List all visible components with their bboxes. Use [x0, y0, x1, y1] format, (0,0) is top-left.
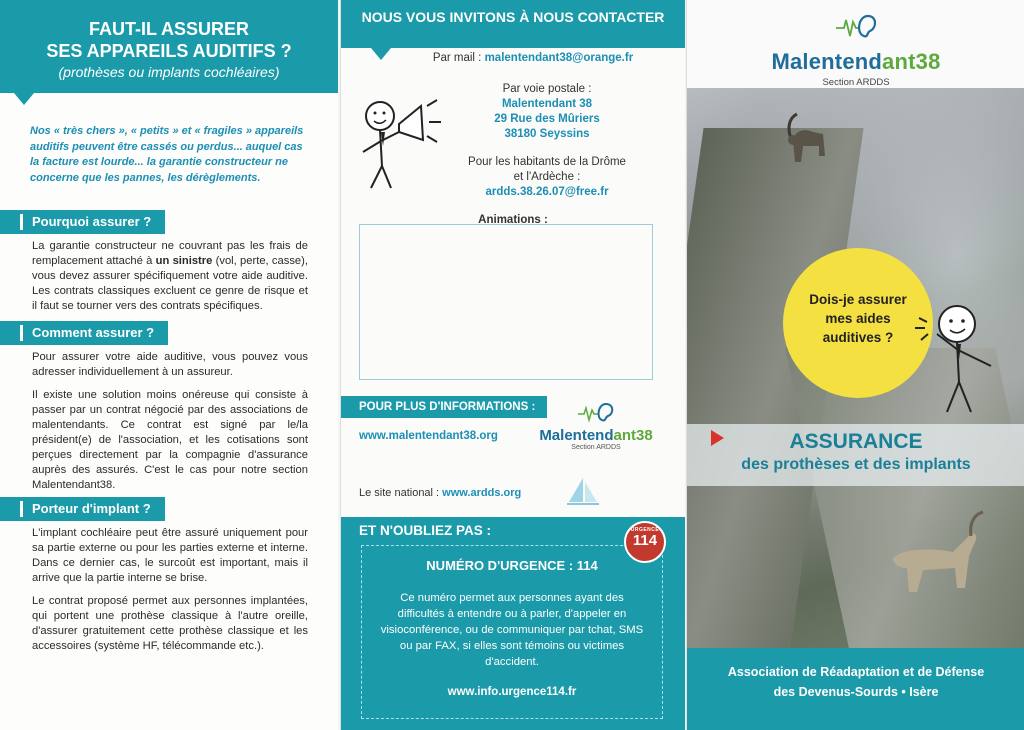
title-band [687, 424, 1024, 486]
cartoon-man-icon [911, 288, 1011, 418]
contact-header: NOUS VOUS INVITONS À NOUS CONTACTER [341, 0, 685, 48]
emergency-section [341, 517, 685, 730]
emergency-box [361, 545, 663, 719]
association-footer: Association de Réadaptation et de Défense des Devenus-Sourds • Isère [687, 648, 1024, 730]
mail-line: Par mail : malentendant38@orange.fr [432, 52, 634, 64]
section-label-pourquoi: Pourquoi assurer ? [0, 210, 165, 234]
info-url-link[interactable]: www.malentendant38.org [359, 430, 498, 442]
emergency-text: Ce numéro permet aux personnes ayant des difficultés à entendre ou à parler, d'appeler en visioconférence, ou de communiquer par tchat, SMS ou par FAX, si elles sont témoins ou victimes d'accident. [380, 592, 644, 668]
national-url-link[interactable]: www.ardds.org [442, 487, 522, 499]
emergency-url-link[interactable]: www.info.urgence114.fr [447, 686, 577, 698]
left-panel [0, 0, 338, 730]
ibex-icon [883, 508, 993, 618]
left-header-subtitle: (prothèses ou implants cochléaires) [58, 64, 280, 80]
national-site: Le site national : www.ardds.org [359, 487, 522, 499]
ibex-icon [783, 110, 833, 180]
middle-panel [340, 0, 685, 730]
drome-contact: Pour les habitants de la Drôme et l'Ardèche : ardds.38.26.07@free.fr [427, 155, 667, 200]
intro-text: Nos « très chers », « petits » et « fragiles » appareils auditifs peuvent être cassés ou perdus... auquel cas la facture est lourde... la garantie constructeur ne concerne que les pannes, les dérèglements. [30, 125, 304, 184]
postal-address: Par voie postale : Malentendant 38 29 Rue des Mûriers 38180 Seyssins [494, 83, 600, 140]
left-header-title: FAUT-IL ASSURER SES APPAREILS AUDITIFS ? [46, 19, 292, 61]
section-label-porteur: Porteur d'implant ? [0, 497, 165, 521]
mail-link[interactable]: malentendant38@orange.fr [484, 52, 634, 64]
info-label: POUR PLUS D'INFORMATIONS : [341, 396, 547, 418]
reminder-title: ET N'OUBLIEZ PAS : [359, 523, 491, 538]
logo-small: Malentendant38 Section ARDDS [531, 400, 661, 451]
section-label-comment: Comment assurer ? [0, 321, 168, 345]
drome-email-link[interactable]: ardds.38.26.07@free.fr [485, 186, 609, 198]
emergency-title: NUMÉRO D'URGENCE : 114 [426, 558, 598, 573]
cover-subtitle: des prothèses et des implants [741, 456, 971, 473]
question-bubble: Dois-je assurer mes aides auditives ? [783, 248, 933, 398]
left-header [0, 0, 338, 93]
cover-panel [686, 0, 1024, 730]
animations-title: Animations : [478, 214, 548, 226]
section-text-porteur: L'implant cochléaire peut être assuré uniquement pour sa partie externe ou pour les parties externe et interne. Dans ce dernier cas, le surcoût est important, mais il arrive que la partie interne se brise. Le contrat proposé permet aux personnes implantées, qui portent une prothèse classique à l'autre oreille, d'assurer gratuitement cette prothèse classique et les accessoires (système HF, télécommande etc.). [32, 527, 308, 652]
mountain-goats-photo [687, 88, 1024, 648]
cover-title: ASSURANCE [789, 430, 923, 453]
sail-logo-icon [565, 476, 601, 508]
animations-box [359, 224, 653, 380]
section-text-pourquoi: La garantie constructeur ne couvrant pas les frais de remplacement attaché à un sinistre (vol, perte, casse), vous devez assurer spécifiquement votre aide auditive. Les contrats classiques excluent ce genre de risque et il faut se tourner vers des contrats spécifiques. [32, 240, 308, 312]
ear-logo-icon [834, 10, 878, 44]
ear-logo-icon [576, 400, 616, 426]
badge-114-icon: URGENCE 114 [624, 521, 666, 563]
header-notch [14, 93, 34, 105]
section-text-comment: Pour assurer votre aide auditive, vous pouvez vous adresser individuellement à un assureur. Il existe une solution moins onéreuse qui consiste à passer par un contrat négocié par des associations de malentendants. Ce contrat est signé par le/la président(e) de l'association, et les cotisations sont perçues directement par la compagnie d'assurance auprès des assurés. C'est le cas pour notre section Malentendant38. [32, 351, 308, 491]
main-logo: Malentendant38 Section ARDDS [687, 10, 1024, 88]
